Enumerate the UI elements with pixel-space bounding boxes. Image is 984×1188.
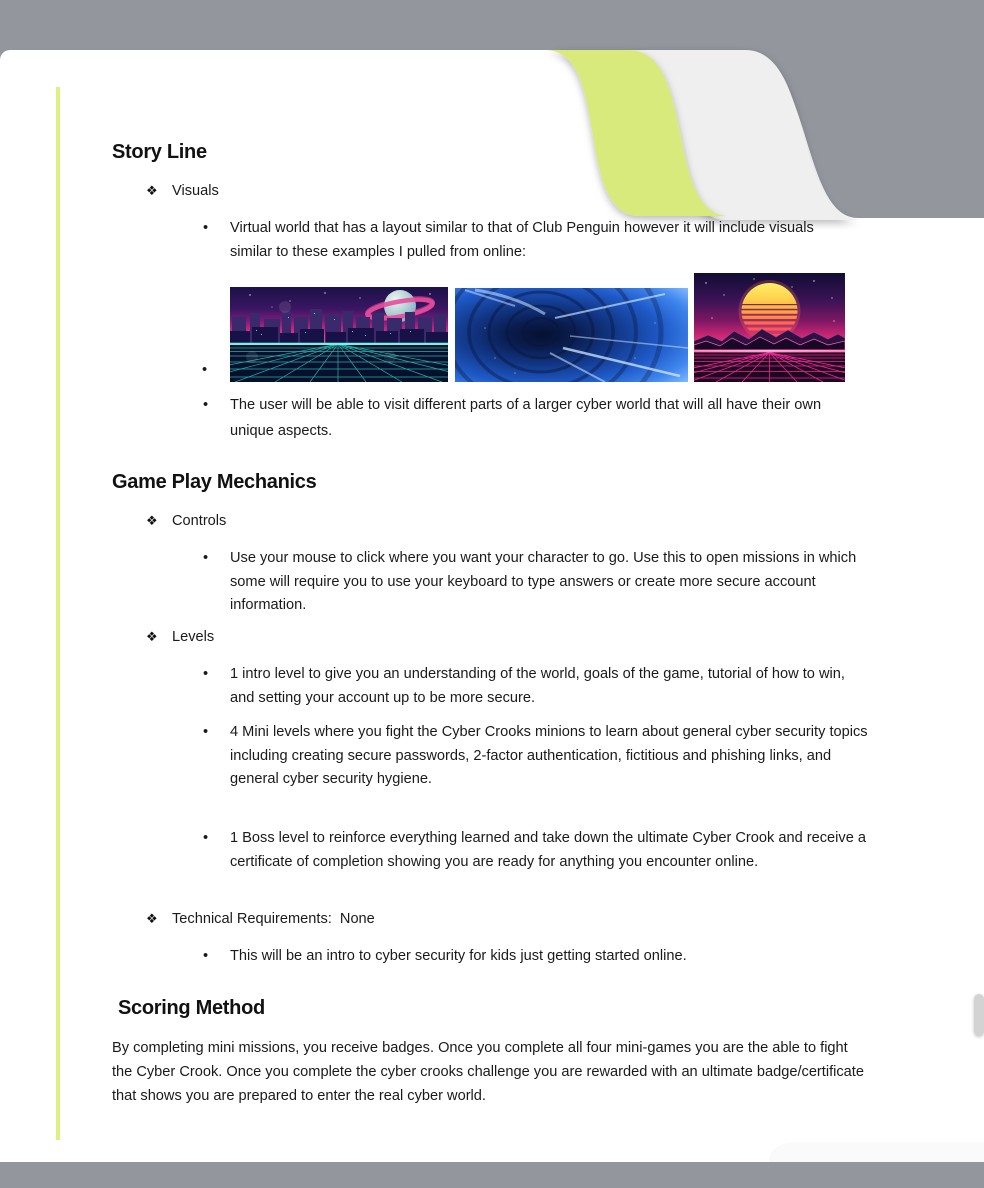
bullet-mini-levels: [203, 721, 870, 792]
list-item-visuals: [146, 183, 219, 199]
dot-bullet-icon: •: [203, 724, 209, 740]
bullet-virtual-world: [203, 217, 855, 264]
bullet-text: 1 Boss level to reinforce everything learned and take down the ultimate Cyber Crook and receive a certificate of completion showing you are ready for anything you encounter online.: [230, 830, 866, 870]
left-accent-line: [56, 87, 60, 1140]
bullet-text: Virtual world that has a layout similar to that of Club Penguin however it will include visuals similar to these examples I pulled from online:: [230, 220, 814, 260]
dot-bullet-icon: •: [203, 550, 209, 566]
dot-bullet-icon: •: [203, 220, 209, 236]
example-images-row: [230, 273, 846, 382]
dot-bullet-icon: •: [203, 666, 209, 682]
section-title-story-line: Story Line: [112, 141, 207, 163]
list-item-label: Visuals: [172, 183, 219, 199]
dot-bullet-icon: •: [203, 397, 209, 413]
empty-bullet-marker: •: [202, 362, 208, 378]
diamond-bullet-icon: ❖: [146, 629, 158, 644]
list-item-controls: [146, 513, 226, 529]
list-item-levels: [146, 629, 214, 645]
bullet-text: 4 Mini levels where you fight the Cyber Crooks minions to learn about general cyber security topics including creating secure passwords, 2-factor authentication, fictitious and phishing links, and general cyber security hygiene.: [230, 724, 868, 787]
list-item-label: Levels: [172, 629, 215, 645]
bullet-text: This will be an intro to cyber security for kids just getting started online.: [230, 948, 687, 964]
list-item-technical-requirements: [146, 911, 375, 927]
bullet-user-visit: [203, 393, 865, 444]
diamond-bullet-icon: ❖: [146, 911, 158, 926]
bottom-decorative-wisp: [769, 1142, 984, 1162]
image-synthwave-city: [230, 287, 448, 382]
diamond-bullet-icon: ❖: [146, 183, 158, 198]
dot-bullet-icon: •: [203, 830, 209, 846]
bullet-boss-level: [203, 827, 870, 874]
bottom-gray-band: [0, 1162, 984, 1188]
scoring-paragraph: By completing mini missions, you receive badges. Once you complete all four mini-games you are the able to fight the Cyber Crook. Once you complete the cyber crooks challenge you are rewarded with an ultimate badge/certificate that shows you are prepared to enter the real cyber world.: [112, 1040, 864, 1104]
bullet-intro-level: [203, 663, 870, 710]
image-binary-tunnel: [455, 288, 688, 382]
bullet-text: The user will be able to visit different parts of a larger cyber world that will all have their own unique aspects.: [230, 397, 822, 439]
section-title-scoring-method: Scoring Method: [118, 997, 265, 1019]
scrollbar-thumb[interactable]: [974, 994, 984, 1036]
section-title-game-play-mechanics: Game Play Mechanics: [112, 471, 317, 493]
list-item-label: Technical Requirements: None: [172, 911, 375, 927]
dot-bullet-icon: •: [203, 948, 209, 964]
bullet-intro-cyber-security: [203, 945, 870, 969]
image-retro-sunset: [694, 273, 845, 382]
bullet-text: 1 intro level to give you an understanding of the world, goals of the game, tutorial of how to win, and setting your account up to be more secure.: [230, 666, 845, 706]
bullet-text: Use your mouse to click where you want your character to go. Use this to open missions in which some will require you to use your keyboard to type answers or create more secure account information.: [230, 550, 857, 613]
list-item-label: Controls: [172, 513, 227, 529]
bullet-controls-mouse: [203, 547, 875, 618]
diamond-bullet-icon: ❖: [146, 513, 158, 528]
